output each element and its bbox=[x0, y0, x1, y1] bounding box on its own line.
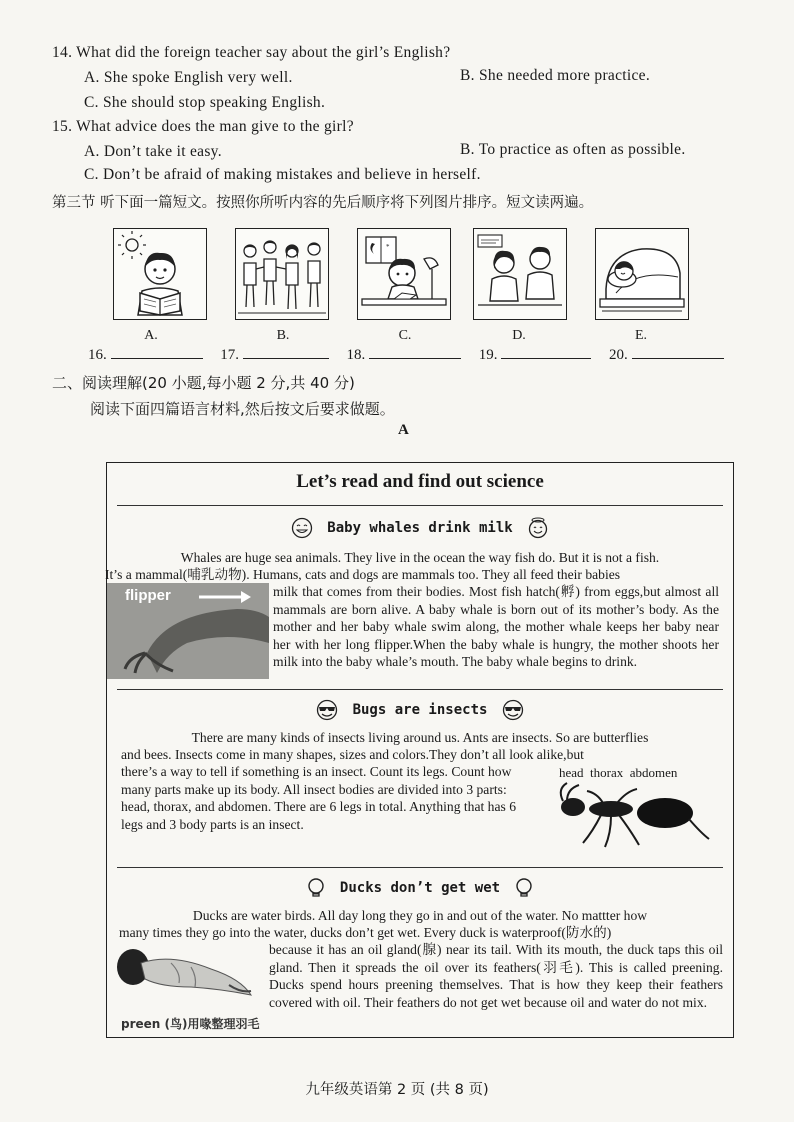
ant-body-parts-caption: head thorax abdomen bbox=[559, 765, 678, 780]
ducks-section-title bbox=[107, 877, 733, 899]
cool-smiley-icon bbox=[316, 699, 338, 721]
duck-preening-icon bbox=[111, 943, 261, 1011]
bugs-body: there’s a way to tell if something is an insect. Count its legs. Count how many parts make up its body. All insect bodies are divided into 3 parts: head, thorax, and abdomen. There are 6 legs in total. Anything that has 6 legs and 3 body parts is an insect. bbox=[121, 764, 516, 832]
blank-label-19: 19. bbox=[478, 347, 498, 363]
picture-label-e: E. bbox=[634, 328, 648, 343]
whales-line-2: It’s a mammal(哺乳动物). Humans, cats and dogs are mammals too. They all feed their babies bbox=[105, 567, 621, 582]
picture-e bbox=[595, 228, 689, 320]
smiley-icon bbox=[291, 517, 313, 539]
picture-a bbox=[113, 228, 207, 320]
whales-line-1: Whales are huge sea animals. They live in the ocean the way fish do. But it is not a fish. bbox=[180, 550, 660, 565]
q15-option-b: B. To practice as often as possible. bbox=[460, 141, 686, 158]
cool-smiley-icon bbox=[502, 699, 524, 721]
boy-sleeping-icon bbox=[596, 229, 688, 319]
whales-divider bbox=[117, 689, 723, 690]
boy-studying-night-icon bbox=[358, 229, 450, 319]
preen-caption: preen (鸟)用喙整理羽毛 bbox=[121, 1017, 260, 1031]
passage-letter: A bbox=[398, 422, 409, 438]
ducks-title-text: Ducks don’t get wet bbox=[339, 880, 501, 896]
whales-title-text: Baby whales drink milk bbox=[327, 520, 513, 536]
picture-b bbox=[235, 228, 329, 320]
bugs-divider bbox=[117, 867, 723, 868]
picture-label-a: A. bbox=[144, 328, 158, 343]
lightbulb-icon bbox=[305, 877, 327, 899]
blank-label-16: 16. bbox=[88, 347, 107, 363]
blank-label-17: 17. bbox=[220, 347, 239, 363]
whales-body: milk that comes from their bodies. Most fish hatch(孵) from eggs,but almost all mammals are born alive. A baby whale is born out of its mother’s body. As the mother and her baby whale swim along, the mother whale keeps her baby near her with her long flipper.When the baby whale is hungry, the mother shoots her milk into the baby whale’s mouth. The baby whale begins to drink. bbox=[273, 584, 719, 669]
q14-option-a: A. She spoke English very well. bbox=[84, 69, 293, 86]
picture-label-b: B. bbox=[276, 328, 290, 343]
q15-option-a: A. Don’t take it easy. bbox=[84, 143, 222, 160]
ducks-body: because it has an oil gland(腺) near its tail. With its mouth, the duck taps this oil gland. Then it spreads the oil over its feathers(羽毛). This is called preening. Ducks spend hours preening themselves. That is how they keep their feathers covered with oil. Their feathers do not get wet because oil and water do not mix. bbox=[269, 942, 723, 1010]
answer-blank-19[interactable] bbox=[501, 344, 591, 359]
lightbulb-icon bbox=[513, 877, 535, 899]
svg-text:*: * bbox=[386, 243, 390, 251]
bugs-title-text: Bugs are insects bbox=[352, 702, 488, 718]
picture-label-d: D. bbox=[512, 328, 526, 343]
title-divider bbox=[117, 505, 723, 506]
article-box bbox=[106, 462, 734, 1038]
bugs-line-1: There are many kinds of insects living around us. Ants are insects. So are butterflies bbox=[191, 730, 649, 745]
ducks-line-2: many times they go into the water, ducks don’t get wet. Every duck is waterproof(防水的) bbox=[119, 925, 612, 940]
section3-instruction: 第三节 听下面一篇短文。按照你所听内容的先后顺序将下列图片排序。短文读两遍。 bbox=[52, 195, 594, 211]
article-title: Let’s read and find out science bbox=[296, 471, 544, 492]
reading-instruction: 阅读下面四篇语言材料,然后按文后要求做题。 bbox=[90, 400, 395, 418]
ducks-line-1: Ducks are water birds. All day long they go in and out of the water. No mattter how bbox=[192, 908, 648, 923]
angel-smiley-icon bbox=[527, 517, 549, 539]
ant-icon bbox=[553, 779, 713, 851]
answer-blank-17[interactable] bbox=[243, 344, 329, 359]
answer-blanks bbox=[88, 344, 724, 364]
answer-blank-20[interactable] bbox=[632, 344, 724, 359]
picture-d bbox=[473, 228, 567, 320]
children-group-icon bbox=[236, 229, 328, 319]
reading-heading: 二、阅读理解(20 小题,每小题 2 分,共 40 分) bbox=[52, 374, 355, 392]
whales-section-title bbox=[107, 517, 733, 539]
students-classroom-icon bbox=[474, 229, 566, 319]
page-footer: 九年级英语第 2 页 (共 8 页) bbox=[305, 1082, 489, 1098]
q14-question: 14. What did the foreign teacher say about the girl’s English? bbox=[52, 44, 451, 61]
answer-blank-16[interactable] bbox=[111, 344, 203, 359]
flipper-label: flipper bbox=[125, 587, 171, 604]
whale-flipper-photo bbox=[107, 583, 269, 679]
blank-label-20: 20. bbox=[609, 347, 628, 363]
blank-label-18: 18. bbox=[346, 347, 366, 363]
q15-question: 15. What advice does the man give to the girl? bbox=[52, 118, 354, 135]
q15-option-c: C. Don’t be afraid of making mistakes and believe in herself. bbox=[84, 166, 481, 183]
picture-c bbox=[357, 228, 451, 320]
q14-option-b: B. She needed more practice. bbox=[460, 67, 651, 84]
picture-label-c: C. bbox=[398, 328, 412, 343]
bugs-line-2: and bees. Insects come in many shapes, sizes and colors.They don’t all look alike,but bbox=[121, 747, 584, 762]
bugs-section-title bbox=[107, 699, 733, 721]
answer-blank-18[interactable] bbox=[369, 344, 461, 359]
boy-reading-icon bbox=[114, 229, 206, 319]
q14-option-c: C. She should stop speaking English. bbox=[84, 94, 326, 111]
